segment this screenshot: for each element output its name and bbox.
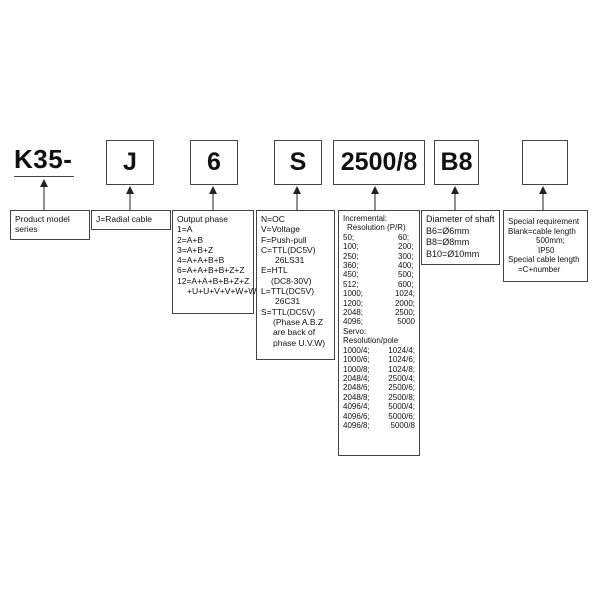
resolution-value: 2048; [343, 308, 364, 318]
servo-list [343, 346, 415, 431]
desc-output-type [256, 210, 335, 360]
resolution-value: 60; [398, 232, 410, 242]
resolution-row [343, 374, 415, 383]
code-box-shaft: B8 [434, 140, 479, 185]
code-box-special [522, 140, 568, 185]
resolution-value: 2500/6; [388, 383, 415, 393]
output-type-line: (DC8-30V) [271, 275, 312, 286]
servo-subtitle: Resolution/pole [343, 336, 399, 346]
model-prefix: K35- [14, 144, 73, 174]
code-box-resolution: 2500/8 [333, 140, 425, 185]
resolution-value: 1024/8; [388, 364, 415, 374]
shaft-line: Diameter of shaft [426, 214, 495, 224]
resolution-value: 4096/4; [343, 402, 370, 412]
resolution-row [343, 242, 415, 251]
shaft-line: B8=Ø8mm [426, 237, 470, 247]
special-line: =C+number [518, 264, 561, 274]
resolution-value: 450; [343, 270, 359, 280]
resolution-value: 1000; [343, 289, 364, 299]
prefix-underline [14, 176, 74, 177]
desc-cable-line: J=Radial cable [96, 214, 152, 224]
resolution-value: 1024/6; [388, 355, 415, 365]
special-line: Blank=cable length [508, 226, 576, 236]
output-type-line: V=Voltage [261, 224, 300, 235]
incremental-subtitle: Resolution (P/R) [347, 223, 406, 233]
output-type-line: 26LS31 [275, 255, 305, 266]
resolution-value: 250; [343, 251, 359, 261]
output-type-line: F=Push-pull [261, 234, 307, 245]
resolution-value: 360; [343, 261, 359, 271]
resolution-row [343, 317, 415, 326]
desc-cable [91, 210, 171, 230]
resolution-value: 4096/8; [343, 420, 370, 430]
resolution-row [343, 289, 415, 298]
desc-model [10, 210, 90, 240]
output-phase-line: +U+U+V+V+W+W [187, 286, 257, 297]
resolution-value: 400; [398, 261, 414, 271]
resolution-row [343, 233, 415, 242]
resolution-value: 1024; [394, 289, 415, 299]
output-type-line: S=TTL(DC5V) [261, 306, 316, 317]
output-type-line: are back of [273, 327, 316, 338]
resolution-value: 2000; [394, 298, 415, 308]
special-line: Special cable length [508, 255, 580, 265]
resolution-row [343, 365, 415, 374]
resolution-row [343, 421, 415, 430]
resolution-row [343, 383, 415, 392]
resolution-value: 300; [398, 251, 414, 261]
code-box-output-type: S [274, 140, 322, 185]
output-phase-line: 4=A+A+B+B [177, 255, 225, 266]
resolution-value: 5000/4; [388, 402, 415, 412]
shaft-line: B6=Ø6mm [426, 225, 470, 236]
resolution-value: 1000/8; [343, 364, 370, 374]
output-type-line: 26C31 [275, 296, 301, 307]
special-line: 500mm; [536, 236, 565, 246]
resolution-value: 200; [398, 242, 414, 252]
output-type-line: L=TTL(DC5V) [261, 286, 315, 297]
special-line: Special requirement [508, 217, 580, 226]
resolution-value: 2048/8; [343, 392, 370, 402]
resolution-row [343, 308, 415, 317]
desc-model-line: series [15, 224, 38, 235]
resolution-row [343, 393, 415, 402]
output-type-line: phase U.V.W) [273, 337, 326, 348]
resolution-value: 4096; [343, 317, 364, 327]
resolution-row [343, 299, 415, 308]
resolution-value: 500; [398, 270, 414, 280]
resolution-row [343, 270, 415, 279]
output-phase-line: 3=A+B+Z [177, 244, 214, 255]
resolution-row [343, 355, 415, 364]
incremental-title: Incremental: [343, 214, 388, 223]
shaft-line: B10=Ø10mm [426, 248, 480, 259]
resolution-value: 512; [343, 279, 359, 289]
resolution-value: 1000/6; [343, 355, 370, 365]
resolution-row [343, 346, 415, 355]
output-type-line: C=TTL(DC5V) [261, 244, 316, 255]
resolution-row [343, 412, 415, 421]
output-type-line: E=HTL [261, 265, 288, 276]
resolution-row [343, 261, 415, 270]
output-type-line: N=OC [261, 214, 285, 224]
resolution-value: 2500/8; [388, 392, 415, 402]
resolution-value: 1200; [343, 298, 364, 308]
special-line: IP50 [538, 245, 555, 255]
resolution-value: 600; [398, 279, 414, 289]
output-phase-line: 1=A [177, 224, 193, 235]
resolution-value: 100; [343, 242, 359, 252]
output-type-line: (Phase A.B.Z [273, 316, 324, 327]
resolution-value: 2500/4; [388, 373, 415, 383]
servo-title: Servo: [343, 326, 367, 336]
resolution-value: 1024/4; [388, 345, 415, 355]
resolution-value: 2048/4; [343, 373, 370, 383]
desc-special [503, 210, 588, 282]
resolution-row [343, 280, 415, 289]
resolution-value: 5000 [397, 317, 415, 327]
code-box-cable: J [106, 140, 154, 185]
resolution-row [343, 402, 415, 411]
resolution-value: 4096/6; [343, 411, 370, 421]
code-box-output-phase: 6 [190, 140, 238, 185]
output-phase-line: 6=A+A+B+B+Z+Z [177, 265, 245, 276]
resolution-value: 5000/8 [390, 420, 415, 430]
resolution-value: 2500; [394, 308, 415, 318]
output-phase-line: 12=A+A+B+B+Z+Z [177, 275, 250, 286]
output-phase-title: Output phase [177, 214, 229, 224]
desc-resolution [338, 210, 420, 456]
resolution-row [343, 252, 415, 261]
incremental-list [343, 233, 415, 327]
desc-shaft [421, 210, 500, 265]
resolution-value: 1000/4; [343, 345, 370, 355]
resolution-value: 5000/6; [388, 411, 415, 421]
desc-model-line: Product model [15, 214, 70, 224]
output-phase-line: 2=A+B [177, 234, 203, 245]
desc-output-phase [172, 210, 257, 314]
resolution-value: 2048/6; [343, 383, 370, 393]
resolution-value: 50; [343, 232, 355, 242]
